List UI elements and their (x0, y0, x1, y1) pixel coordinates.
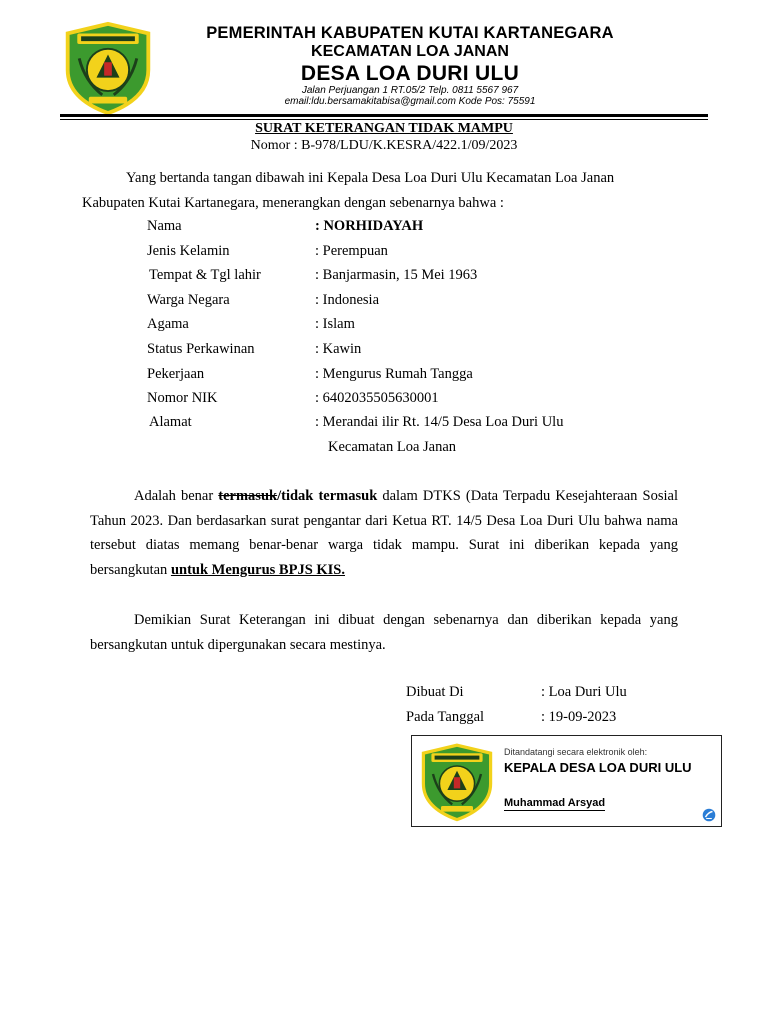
signature-place-label: Dibuat Di (406, 684, 464, 700)
kutai-kartanegara-emblem-icon (417, 742, 497, 822)
statement-text: dalam DTKS (Data Terpadu Kesejahteraan Sosial Tahun 2023. Dan berdasarkan surat pengantar dari Ketua RT. 14/5 Desa Loa Duri Ulu bahwa nama tersebut diatas memang benar-benar warga tidak mampu. Surat ini diberikan kepada yang bersangkutan (90, 488, 678, 578)
letterhead-rule-thick (60, 114, 708, 117)
field-label-agama: Agama (147, 316, 189, 332)
statement-struck-option: termasuk (218, 488, 278, 504)
field-value-nama: : NORHIDAYAH (315, 218, 424, 234)
field-value-ttl: : Banjarmasin, 15 Mei 1963 (315, 267, 478, 283)
intro-paragraph: Yang bertanda tangan dibawah ini Kepala Desa Loa Duri Ulu Kecamatan Loa Janan Kabupaten Kutai Kartanegara, menerangkan dengan sebenarnya bahwa : (82, 170, 615, 211)
field-label-jenis-kelamin: Jenis Kelamin (147, 243, 230, 259)
signature-date-label: Pada Tanggal (406, 709, 485, 725)
field-value-pekerjaan: : Mengurus Rumah Tangga (315, 366, 473, 382)
field-value-warga-negara: : Indonesia (315, 292, 380, 308)
e-signature-badge-icon (702, 808, 716, 822)
letterhead-contact: email:ldu.bersamakitabisa@gmail.com Kode Pos: 75591 (284, 96, 536, 107)
letterhead-village: DESA LOA DURI ULU (300, 62, 520, 85)
statement-selected-option: /tidak termasuk (277, 488, 378, 504)
field-value-status: : Kawin (315, 341, 362, 357)
esign-note: Ditandatangi secara elektronik oleh: (504, 747, 648, 757)
statement-prefix: Adalah benar (134, 488, 219, 504)
document-number: Nomor : B-978/LDU/K.KESRA/422.1/09/2023 (250, 138, 518, 153)
letterhead-address: Jalan Perjuangan 1 RT.05/2 Telp. 0811 5567 967 (301, 85, 519, 96)
field-label-nama: Nama (147, 218, 182, 234)
field-label-nik: Nomor NIK (147, 390, 218, 406)
letterhead-rule-thin (60, 119, 708, 120)
field-value-alamat-line2: Kecamatan Loa Janan (328, 439, 457, 455)
document-title: SURAT KETERANGAN TIDAK MAMPU (255, 121, 513, 136)
field-label-status: Status Perkawinan (147, 341, 255, 357)
closing-paragraph: Demikian Surat Keterangan ini dibuat dengan sebenarnya dan diberikan kepada yang bersangkutan untuk dipergunakan secara mestinya. (90, 612, 678, 653)
field-value-nik: : 6402035505630001 (315, 390, 439, 406)
field-value-jenis-kelamin: : Perempuan (315, 243, 388, 259)
signature-date-value: : 19-09-2023 (541, 709, 617, 725)
electronic-signature-box (411, 735, 722, 827)
field-label-ttl: Tempat & Tgl lahir (149, 267, 261, 283)
kutai-kartanegara-emblem-icon (60, 20, 156, 116)
field-label-warga-negara: Warga Negara (147, 292, 230, 308)
field-value-agama: : Islam (315, 316, 355, 332)
esign-title: KEPALA DESA LOA DURI ULU (504, 760, 692, 775)
statement-purpose: untuk Mengurus BPJS KIS. (170, 561, 345, 578)
field-value-alamat: : Merandai ilir Rt. 14/5 Desa Loa Duri Ulu (315, 414, 564, 430)
signature-place-value: : Loa Duri Ulu (541, 684, 627, 700)
field-label-pekerjaan: Pekerjaan (147, 366, 205, 382)
letterhead-government: PEMERINTAH KABUPATEN KUTAI KARTANEGARA (206, 24, 614, 42)
letterhead-district: KECAMATAN LOA JANAN (311, 43, 509, 60)
field-label-alamat: Alamat (149, 414, 192, 430)
esign-signer-name: Muhammad Arsyad (504, 797, 606, 809)
statement-paragraph (90, 484, 678, 582)
